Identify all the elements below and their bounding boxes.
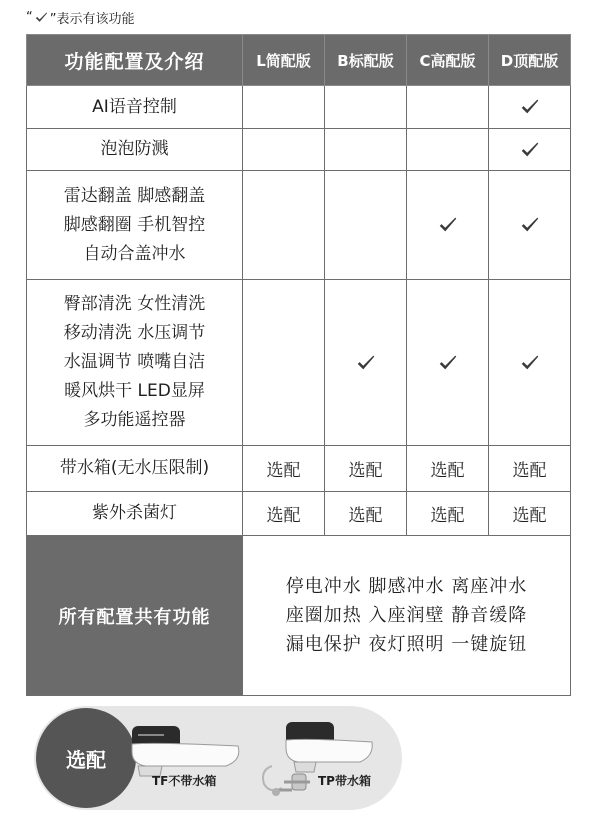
check-cell — [407, 171, 489, 280]
check-cell — [489, 129, 571, 171]
option-caption-tp: TP带水箱 — [318, 774, 371, 788]
feature-line: 多功能遥控器 — [83, 410, 186, 430]
check-cell — [407, 86, 489, 129]
option-value: 选配 — [407, 492, 489, 536]
table-row — [27, 446, 571, 492]
version-l: L简配版 — [243, 35, 325, 86]
check-cell — [243, 280, 325, 446]
feature-line: AI语音控制 — [92, 96, 177, 117]
feature-cell — [27, 280, 243, 446]
check-cell — [489, 280, 571, 446]
feature-line: 脚感翻圈 手机智控 — [63, 214, 206, 235]
check-cell — [325, 86, 407, 129]
common-feature-line: 漏电保护 夜灯照明 一键旋钮 — [285, 634, 528, 655]
check-cell — [325, 129, 407, 171]
table-header-row — [27, 35, 571, 86]
option-feature-label: 紫外杀菌灯 — [27, 492, 243, 536]
check-icon — [437, 214, 459, 236]
common-features-row — [27, 536, 571, 696]
common-feature-line: 停电冲水 脚感冲水 离座冲水 — [285, 576, 528, 597]
feature-cell — [27, 171, 243, 280]
table-row — [27, 129, 571, 171]
option-value: 选配 — [243, 446, 325, 492]
toilet-seat-tp-image — [256, 716, 376, 802]
check-cell — [489, 86, 571, 129]
check-cell — [243, 86, 325, 129]
check-icon — [34, 10, 49, 25]
feature-line: 雷达翻盖 脚感翻盖 — [63, 185, 206, 206]
feature-line: 臀部清洗 女性清洗 — [63, 294, 206, 314]
table-row — [27, 171, 571, 280]
check-cell — [489, 171, 571, 280]
check-icon — [519, 96, 541, 118]
feature-line: 暖风烘干 LED显屏 — [64, 381, 205, 401]
option-value: 选配 — [489, 492, 571, 536]
check-cell — [407, 280, 489, 446]
feature-cell — [27, 129, 243, 171]
check-icon — [519, 352, 541, 374]
table-row — [27, 492, 571, 536]
table-row — [27, 280, 571, 446]
check-icon — [355, 352, 377, 374]
options-badge: 选配 — [36, 708, 136, 808]
feature-line: 移动清洗 水压调节 — [63, 323, 206, 343]
common-features-title: 所有配置共有功能 — [27, 536, 243, 696]
option-caption-tf: TF不带水箱 — [152, 774, 217, 788]
version-b: B标配版 — [325, 35, 407, 86]
version-d: D顶配版 — [489, 35, 571, 86]
option-value: 选配 — [325, 446, 407, 492]
table-row — [27, 86, 571, 129]
check-cell — [407, 129, 489, 171]
common-features-list — [243, 536, 571, 696]
feature-table — [26, 34, 571, 696]
feature-cell — [27, 86, 243, 129]
check-cell — [325, 280, 407, 446]
table-title: 功能配置及介绍 — [27, 35, 243, 86]
common-feature-line: 座圈加热 入座润壁 静音缓降 — [285, 605, 528, 626]
check-cell — [243, 171, 325, 280]
option-value: 选配 — [489, 446, 571, 492]
check-icon — [519, 214, 541, 236]
check-icon — [437, 352, 459, 374]
option-value: 选配 — [407, 446, 489, 492]
option-value: 选配 — [243, 492, 325, 536]
version-c: C高配版 — [407, 35, 489, 86]
feature-line: 自动合盖冲水 — [83, 243, 186, 264]
legend-open-quote: “ — [26, 10, 33, 25]
check-icon — [519, 139, 541, 161]
check-cell — [325, 171, 407, 280]
legend — [26, 8, 135, 27]
option-feature-label: 带水箱(无水压限制) — [27, 446, 243, 492]
legend-text: ”表示有该功能 — [49, 12, 135, 27]
options-panel — [34, 706, 402, 810]
feature-line: 泡泡防溅 — [100, 139, 169, 159]
option-value: 选配 — [325, 492, 407, 536]
check-cell — [243, 129, 325, 171]
feature-line: 水温调节 喷嘴自洁 — [63, 352, 206, 372]
